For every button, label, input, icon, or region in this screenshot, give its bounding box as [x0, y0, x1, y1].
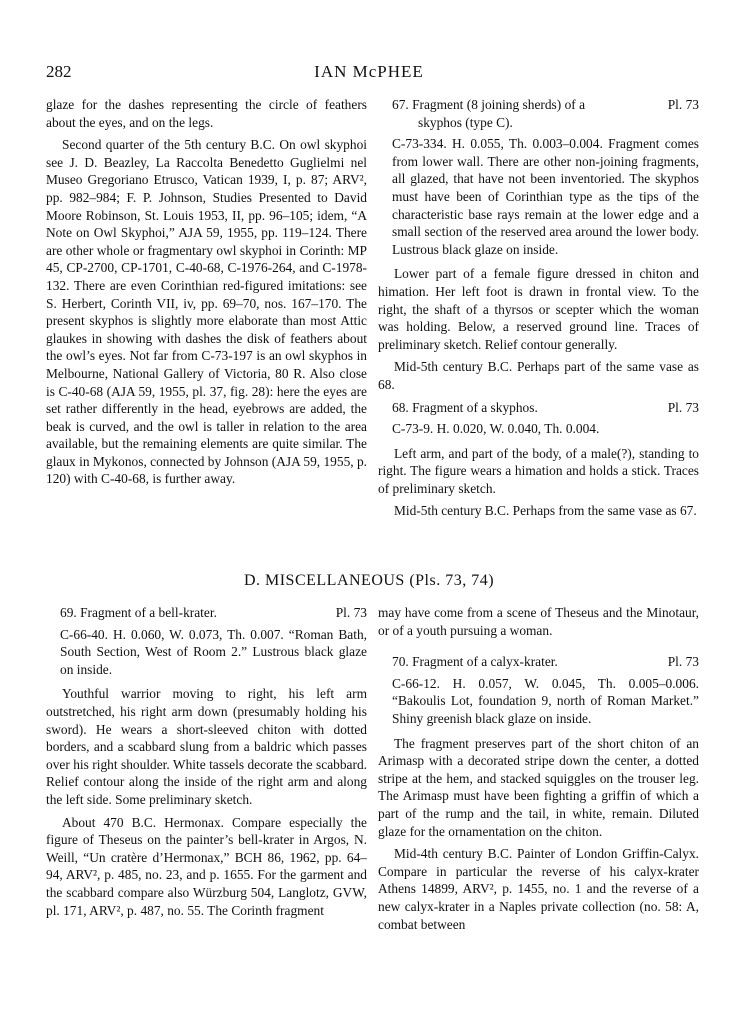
entry-title: 69. Fragment of a bell-krater. — [60, 605, 217, 620]
plate-ref: Pl. 73 — [667, 399, 699, 415]
entry-69 — [46, 604, 367, 919]
entry-description: Lower part of a female figure dressed in chiton and himation. Her left foot is drawn in frontal view. To the right, the shaft of a thyrsos or scepter which the woman was holding. Below, a reserved ground line. Traces of preliminary sketch. Relief contour generally. — [378, 266, 699, 352]
entry-title: 67. Fragment (8 joining sherds) of a — [392, 97, 586, 112]
entry-description: The fragment preserves part of the short chiton of an Arimasp with a decorated stripe down the center, a dotted stripe at the hem, and stacked squiggles on the trouser leg. The Arimasp must have been fighting a griffin of which a part of the rump and the tail, in white, remain. Diluted glaze for the ornamentation on the chiton. — [378, 735, 699, 839]
entry-meta: C-73-334. H. 0.055, Th. 0.003–0.004. Fragment comes from lower wall. There are other non-joining fragments, all glazed, that have not been inventoried. The skyphos must have been of Corinthian type as the tips of the characteristic base rays remain at the lower edge and a small section of the reserved area around the lower body. Lustrous black glaze on inside. — [392, 136, 699, 257]
entry-description: Left arm, and part of the body, of a male(?), standing to right. The figure wears a himation and holds a stick. Traces of preliminary sketch. — [378, 445, 699, 496]
left-column-upper — [46, 96, 367, 493]
entry-meta: C-73-9. H. 0.020, W. 0.040, Th. 0.004. — [392, 421, 600, 437]
entry-description: Youthful warrior moving to right, his left arm outstretched, his right arm down (presumably holding his sword). He wears a short-sleeved chiton with dotted borders, and a scabbard slung from a baldric which passes over his right shoulder. White tassels decorate the scabbard. Relief contour along the inside of the right arm and along the left side. Some preliminary sketch. — [46, 686, 367, 807]
plate-ref: Pl. 73 — [335, 605, 367, 620]
entry-date: About 470 B.C. Hermonax. Compare especially the figure of Theseus on the painter’s bell-krater in Argos, N. Weill, “Un cratère d’Hermonax,” BCH 86, 1962, pp. 64–94, ARV², p. 485, no. 23, and p. 1655. For the garment and the scabbard compare also Würzburg 504, Langlotz, GVW, pl. 171, ARV², p. 487, no. 55. The Corinth fragment — [46, 814, 367, 918]
paragraph-continued: may have come from a scene of Theseus and the Minotaur, or of a youth pursuing a woman. — [378, 605, 699, 638]
entry-meta: C-66-40. H. 0.060, W. 0.073, Th. 0.007. “Roman Bath, South Section, West of Room 2.” Lustrous black glaze on inside. — [60, 626, 367, 677]
entry-date: Mid-5th century B.C. Perhaps from the same vase as 67. — [394, 503, 697, 519]
right-column-upper — [378, 96, 699, 525]
right-column-lower — [378, 604, 699, 938]
page-number: 282 — [46, 62, 72, 81]
page-header — [0, 62, 738, 88]
entry-67 — [378, 96, 699, 394]
entry-title-cont: skyphos (type C). — [418, 114, 513, 130]
running-head: IAN McPHEE — [314, 62, 424, 81]
entry-date: Mid-5th century B.C. Perhaps part of the same vase as 68. — [378, 359, 699, 392]
plate-ref: Pl. 73 — [667, 97, 699, 112]
entry-title: 68. Fragment of a skyphos. — [392, 399, 538, 415]
left-column-lower — [46, 604, 367, 924]
plate-ref: Pl. 73 — [667, 654, 699, 670]
paragraph: glaze for the dashes representing the circle of feathers about the eyes, and on the legs. — [46, 97, 367, 130]
entry-70 — [378, 653, 699, 933]
entry-68 — [378, 399, 699, 521]
section-heading: D. MISCELLANEOUS (Pls. 73, 74) — [243, 572, 495, 589]
entry-title: 70. Fragment of a calyx-krater. — [392, 654, 558, 670]
paragraph: Second quarter of the 5th century B.C. On owl skyphoi see J. D. Beazley, La Raccolta Benedetto Guglielmi nel Museo Gregoriano Etrusco, Vatican 1939, I, p. 87; ARV², pp. 982–984; F. P. Johnson, Studies Presented to David Moore Robinson, St. Louis 1953, II, pp. 96–105; idem, “A Note on Owl Skyphoi,” AJA 59, 1955, pp. 119–124. There are other whole or fragmentary owl skyphoi in Corinth: MP 45, CP-2700, CP-1701, C-40-68, C-1976-264, and C-1978-132. There are even Corinthian red-figured imitations: see S. Herbert, Corinth VII, iv, pp. 69–70, nos. 167–170. The present skyphos is slightly more elaborate than most Attic glaukes in showing with dashes the disk of feathers about the owl’s eyes. Not far from C-73-197 is an owl skyphos in Melbourne, National Gallery of Victoria, 80 R. Also close is C-40-68 (AJA 59, 1955, pl. 37, fig. 28): here the eyes are set rather differently in the head, eyebrows are added, the beak is curved, and the owl is taller in relation to the area available, but the remaining elements are quite similar. The glaux in Mykonos, connected by Johnson (AJA 59, 1955, p. 120) with C-40-68, is further away. — [46, 137, 367, 487]
entry-meta: C-66-12. H. 0.057, W. 0.045, Th. 0.005–0.006. “Bakoulis Lot, foundation 9, north of Roman Market.” Shiny greenish black glaze on inside. — [392, 675, 699, 726]
entry-date: Mid-4th century B.C. Painter of London Griffin-Calyx. Compare in particular the reverse of his calyx-krater Athens 14899, ARV², p. 1455, no. 1 and the reverse of a new calyx-krater in a Naples private collection (no. 58: A, combat between — [378, 846, 699, 932]
